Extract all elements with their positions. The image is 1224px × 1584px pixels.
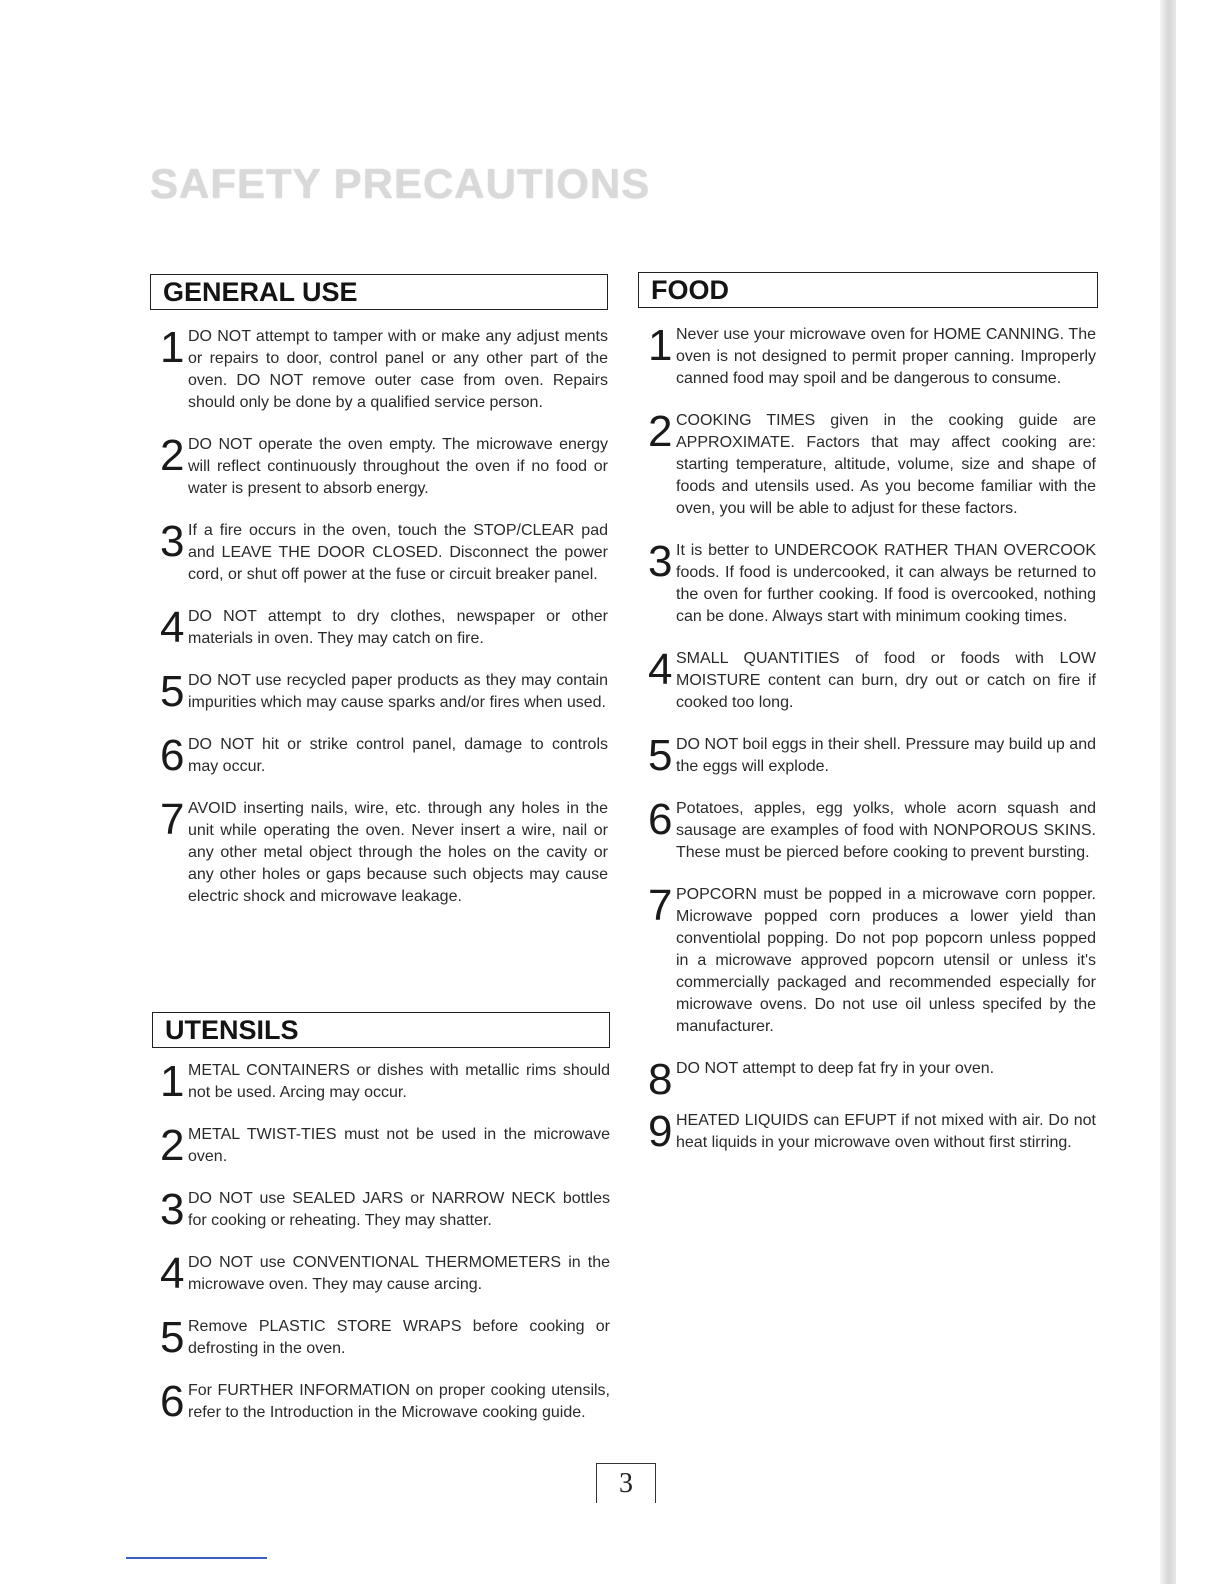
item-text: It is better to UNDERCOOK RATHER THAN OVERCOOK foods. If food is undercooked, it can always be returned to the oven for further cooking. If food is overcooked, nothing can be done. Always start with minimum cooking times. xyxy=(676,542,1096,625)
item-text: Potatoes, apples, egg yolks, whole acorn squash and sausage are examples of food with NONPOROUS SKINS. These must be pierced before cooking to prevent bursting. xyxy=(676,800,1096,861)
item-text: COOKING TIMES given in the cooking guide are APPROXIMATE. Factors that may affect cooking are: starting temperature, altitude, volume, size and shape of foods and utensils used. As you become familiar with the oven, you will be able to adjust for these factors. xyxy=(676,412,1096,517)
item-text: METAL TWIST-TIES must not be used in the microwave oven. xyxy=(188,1126,610,1165)
utensils-item-3 xyxy=(160,1185,610,1234)
item-number: 6 xyxy=(160,1377,185,1426)
food-item-8 xyxy=(648,1055,1096,1104)
item-text: DO NOT attempt to dry clothes, newspaper or other materials in oven. They may catch on fire. xyxy=(188,608,608,647)
item-number: 2 xyxy=(648,407,673,456)
page-edge-shadow xyxy=(1160,0,1176,1584)
food-item-2 xyxy=(648,407,1096,520)
food-item-5 xyxy=(648,731,1096,780)
item-text: AVOID inserting nails, wire, etc. through any holes in the unit while operating the oven. Never insert a wire, nail or any other metal object through the holes on the cavity or any other holes or gaps because such objects may cause electric shock and microwave leakage. xyxy=(188,800,608,905)
item-number: 4 xyxy=(160,1249,185,1298)
item-text: DO NOT boil eggs in their shell. Pressure may build up and the eggs will explode. xyxy=(676,736,1096,775)
item-text: DO NOT use recycled paper products as they may contain impurities which may cause sparks and/or fires when used. xyxy=(188,672,608,711)
item-number: 5 xyxy=(160,1313,185,1362)
item-number: 1 xyxy=(648,321,673,370)
general-use-item-4 xyxy=(160,603,608,652)
item-text: DO NOT use CONVENTIONAL THERMOMETERS in the microwave oven. They may cause arcing. xyxy=(188,1254,610,1293)
page-number: 3 xyxy=(596,1463,656,1503)
food-item-7 xyxy=(648,881,1096,1038)
general-use-item-7 xyxy=(160,795,608,908)
general-use-item-1 xyxy=(160,323,608,414)
item-number: 3 xyxy=(160,517,185,566)
item-text: For FURTHER INFORMATION on proper cooking utensils, refer to the Introduction in the Microwave cooking guide. xyxy=(188,1382,610,1421)
item-number: 5 xyxy=(648,731,673,780)
utensils-heading: UTENSILS xyxy=(152,1012,610,1048)
item-number: 8 xyxy=(648,1055,673,1104)
item-text: POPCORN must be popped in a microwave corn popper. Microwave popped corn produces a lower yield than conventiolal popping. Do not pop popcorn unless popped in a microwave approved popcorn utensil or unless it's commercially packaged and recommended especially for microwave ovens. Do not use oil unless specifed by the manufacturer. xyxy=(676,886,1096,1035)
item-text: HEATED LIQUIDS can EFUPT if not mixed with air. Do not heat liquids in your microwave oven without first stirring. xyxy=(676,1112,1096,1151)
utensils-item-6 xyxy=(160,1377,610,1426)
bottom-rule xyxy=(126,1557,267,1559)
general-use-item-2 xyxy=(160,431,608,500)
food-item-3 xyxy=(648,537,1096,628)
item-text: Never use your microwave oven for HOME CANNING. The oven is not designed to permit proper canning. Improperly canned food may spoil and be dangerous to consume. xyxy=(676,326,1096,387)
food-list xyxy=(648,321,1096,1156)
item-text: DO NOT attempt to tamper with or make any adjust ments or repairs to door, control panel or any other part of the oven. DO NOT remove outer case from oven. Repairs should only be done by a qualified service person. xyxy=(188,328,608,411)
item-text: DO NOT operate the oven empty. The microwave energy will reflect continuously throughout the oven if no food or water is present to absorb energy. xyxy=(188,436,608,497)
food-item-4 xyxy=(648,645,1096,714)
general-use-item-3 xyxy=(160,517,608,586)
page-title: SAFETY PRECAUTIONS xyxy=(150,160,651,207)
food-item-1 xyxy=(648,321,1096,390)
item-number: 3 xyxy=(160,1185,185,1234)
general-use-item-5 xyxy=(160,667,608,716)
item-number: 3 xyxy=(648,537,673,586)
item-text: METAL CONTAINERS or dishes with metallic rims should not be used. Arcing may occur. xyxy=(188,1062,610,1101)
item-number: 5 xyxy=(160,667,185,716)
item-text: If a fire occurs in the oven, touch the STOP/CLEAR pad and LEAVE THE DOOR CLOSED. Disconnect the power cord, or shut off power at the fuse or circuit breaker panel. xyxy=(188,522,608,583)
item-number: 7 xyxy=(648,881,673,930)
food-heading: FOOD xyxy=(638,272,1098,308)
item-text: SMALL QUANTITIES of food or foods with LOW MOISTURE content can burn, dry out or catch on fire if cooked too long. xyxy=(676,650,1096,711)
item-number: 6 xyxy=(648,795,673,844)
item-number: 2 xyxy=(160,1121,185,1170)
item-number: 4 xyxy=(160,603,185,652)
item-text: DO NOT hit or strike control panel, damage to controls may occur. xyxy=(188,736,608,775)
item-number: 1 xyxy=(160,323,185,372)
item-number: 9 xyxy=(648,1107,673,1156)
item-number: 1 xyxy=(160,1057,185,1106)
food-item-6 xyxy=(648,795,1096,864)
general-use-heading: GENERAL USE xyxy=(150,274,608,310)
utensils-item-5 xyxy=(160,1313,610,1362)
general-use-list xyxy=(160,323,608,908)
item-text: Remove PLASTIC STORE WRAPS before cooking or defrosting in the oven. xyxy=(188,1318,610,1357)
item-text: DO NOT use SEALED JARS or NARROW NECK bottles for cooking or reheating. They may shatter. xyxy=(188,1190,610,1229)
food-item-9 xyxy=(648,1107,1096,1156)
general-use-item-6 xyxy=(160,731,608,780)
utensils-item-4 xyxy=(160,1249,610,1298)
utensils-item-1 xyxy=(160,1057,610,1106)
item-text: DO NOT attempt to deep fat fry in your oven. xyxy=(676,1060,995,1077)
utensils-list xyxy=(160,1057,610,1426)
item-number: 7 xyxy=(160,795,185,844)
item-number: 4 xyxy=(648,645,673,694)
utensils-item-2 xyxy=(160,1121,610,1170)
item-number: 6 xyxy=(160,731,185,780)
item-number: 2 xyxy=(160,431,185,480)
